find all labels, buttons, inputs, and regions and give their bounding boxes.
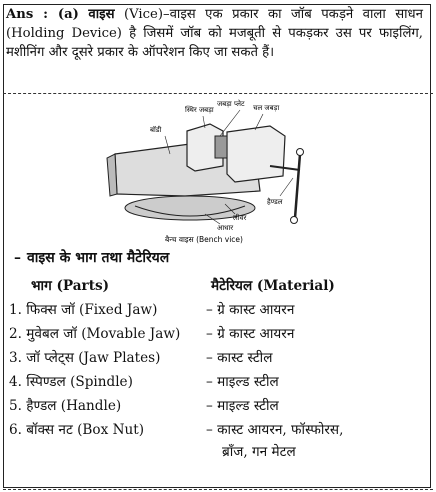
- bottom-separator: [3, 489, 433, 490]
- bench-vice-figure: [95, 96, 325, 246]
- figure-caption: बैन्च वाइस (Bench vice): [165, 235, 243, 244]
- material-cell: – माइल्ड स्टील: [206, 398, 279, 414]
- table-row: [9, 299, 427, 323]
- part-cell: 5. हैण्डल (Handle): [9, 398, 122, 414]
- label-base: आधार: [217, 224, 234, 232]
- label-body: बॉडी: [150, 126, 162, 134]
- table-row: [9, 323, 427, 347]
- part-cell: 1. फिक्स जॉ (Fixed Jaw): [9, 302, 158, 318]
- col-material-header: मैटेरियल (Material): [211, 278, 335, 294]
- table-row: [9, 371, 427, 395]
- part-cell: 3. जॉ प्लेट्स (Jaw Plates): [9, 350, 161, 366]
- part-cell: 4. स्पिण्डल (Spindle): [9, 374, 133, 390]
- section-heading-text: वाइस के भाग तथा मैटेरियल: [27, 250, 170, 266]
- answer-prefix: Ans : (a): [6, 7, 79, 22]
- label-movable-jaw: चल जबड़ा: [253, 104, 280, 112]
- answer-term-en: (Vice): [123, 7, 163, 22]
- label-lever: लीवर: [233, 214, 247, 222]
- label-handle: हैण्डल: [267, 198, 283, 206]
- material-cell: – कास्ट स्टील: [206, 350, 273, 366]
- parts-material-table: [9, 275, 427, 460]
- material-cell: – कास्ट आयरन, फॉस्फोरस,: [206, 422, 344, 438]
- table-header: [9, 275, 427, 299]
- part-cell: 6. बॉक्स नट (Box Nut): [9, 422, 145, 438]
- table-row: [9, 395, 427, 419]
- part-cell: 2. मुवेबल जॉ (Movable Jaw): [9, 326, 181, 342]
- col-parts-header: भाग (Parts): [31, 278, 110, 294]
- table-row: [9, 347, 427, 371]
- table-row: [9, 419, 427, 460]
- section-heading: – वाइस के भाग तथा मैटेरियल: [14, 250, 170, 266]
- separator: [3, 93, 433, 94]
- material-cell: – ग्रे कास्ट आयरन: [206, 326, 295, 342]
- answer-term: वाइस: [88, 7, 115, 22]
- material-cell: – माइल्ड स्टील: [206, 374, 279, 390]
- label-fixed-jaw: स्थिर जबड़ा: [185, 106, 214, 114]
- material-cell: – ग्रे कास्ट आयरन: [206, 302, 295, 318]
- answer-paragraph: [6, 5, 423, 62]
- answer-text: –वाइस एक प्रकार का जॉब पकड़ने वाला साधन (Holding Device) है जिसमें जॉब को मजबूती से पकड़कर उस पर फाइलिंग, मशीनिंग और दूसरे प्रकार के ऑपरेशन किए जा सकते हैं।: [6, 7, 423, 60]
- material-cell-continued: ब्रॉंज, गन मेटल: [222, 444, 296, 460]
- label-jaw-plate: जबड़ा प्लेट: [217, 100, 245, 108]
